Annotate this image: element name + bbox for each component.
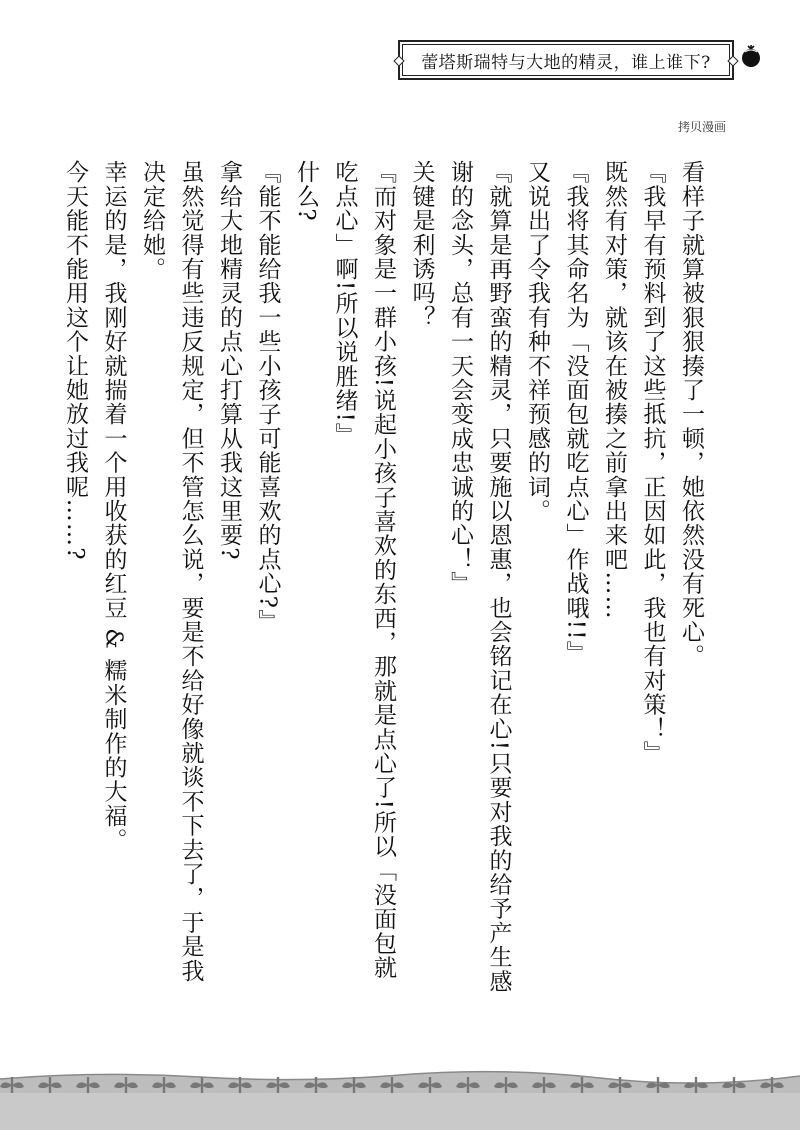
text-line: 关键是利诱吗？ [408, 160, 435, 330]
text-line: 『能不能给我一些小孩子可能喜欢的点心?』 [254, 160, 281, 634]
sprout-border-decoration [0, 1065, 800, 1130]
text-line: 谢的念头，总有一天会变成忠诚的心！』 [447, 160, 473, 596]
text-line: 吃点心」啊!所以说胜绪!』 [331, 160, 358, 448]
watermark: 拷贝漫画 [678, 120, 727, 134]
text-line: 看样子就算被狠狠揍了一顿，她依然没有死心。 [678, 160, 704, 669]
text-line: 幸运的是，我刚好就揣着一个用收获的红豆 & 糯米制作的大福。 [100, 160, 127, 853]
text-line: 虽然觉得有些违反规定，但不管怎么说，要是不给好像就谈不下去了，于是我 [177, 160, 204, 983]
text-line: 『我早有预料到了这些抵抗，正因如此，我也有对策！』 [639, 160, 666, 765]
text-line: 今天能不能用这个让她放过我呢……? [62, 160, 88, 561]
text-line: 『就算是再野蛮的精灵，只要施以恩惠，也会铭记在心!只要对我的给予产生感 [485, 160, 512, 994]
text-line: 决定给她。 [139, 160, 165, 281]
chapter-title: 蕾塔斯瑞特与大地的精灵，谁上谁下? [421, 52, 711, 73]
text-line: 又说出了令我有种不祥预感的词。 [524, 160, 550, 523]
chapter-title-box [398, 40, 734, 80]
text-line: 『我将其命名为「没面包就吃点心」作战哦!!』 [562, 160, 589, 665]
vertical-text-body [62, 160, 710, 1040]
text-line: 拿给大地精灵的点心打算从我这里要? [216, 160, 242, 561]
text-line: 『而对象是一群小孩!说起小孩子喜欢的东西，那就是点心了!所以「没面包就 [370, 160, 396, 980]
text-line: 什么? [293, 160, 319, 222]
text-line: 既然有对策，就该在被揍之前拿出来吧…… [601, 160, 627, 620]
tomato-icon [739, 44, 763, 68]
